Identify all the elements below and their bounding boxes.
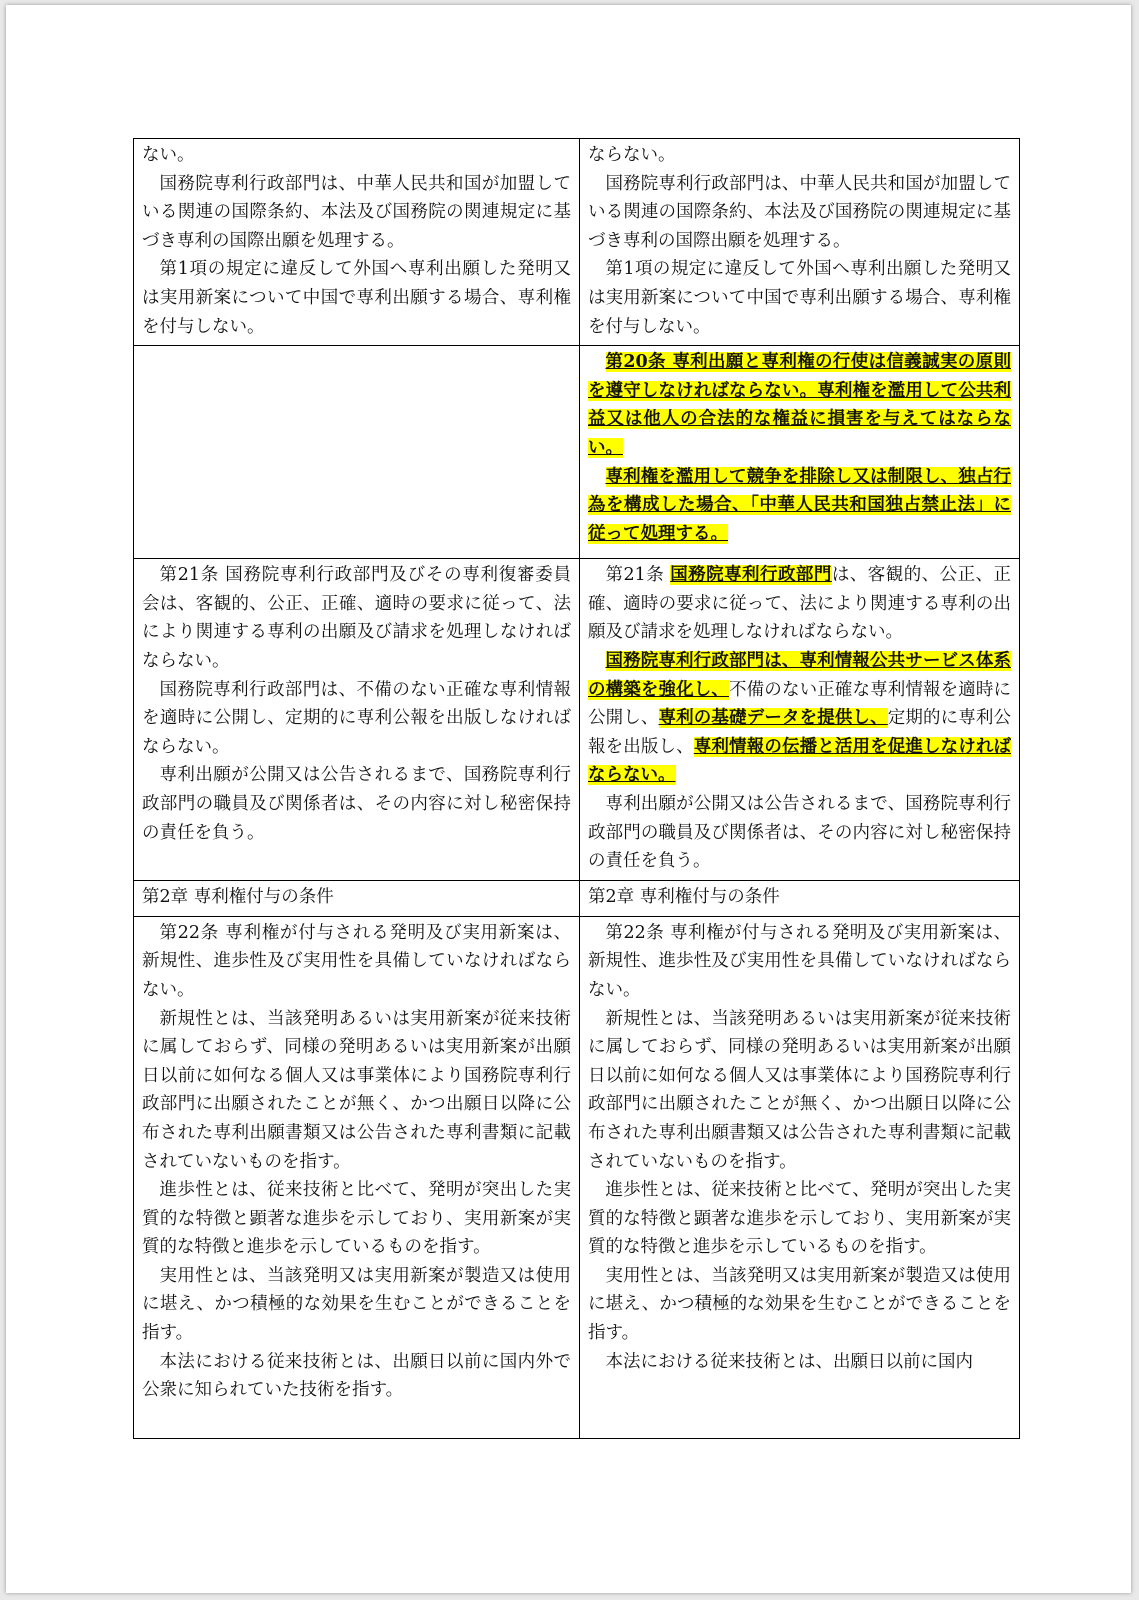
paragraph: 実用性とは、当該発明又は実用新案が製造又は使用に堪え、かつ積極的な効果を生むことができることを指す。 [142,1265,571,1344]
paragraph: 第1項の規定に違反して外国へ専利出願した発明又は実用新案について中国で専利出願する場合、専利権を付与しない。 [142,259,571,337]
document-page [6,5,1131,1593]
table-row [134,139,1020,346]
paragraph: 本法における従来技術とは、出願日以前に国内外で公衆に知られていた技術を指す。 [142,1351,571,1401]
paragraph: 第1項の規定に違反して外国へ専利出願した発明又は実用新案について中国で専利出願する場合、専利権を付与しない。 [588,259,1011,337]
text-run: 第21条 [605,565,671,586]
comparison-table [133,138,1020,1439]
table-row [134,346,1020,559]
paragraph: 第22条 専利権が付与される発明及び実用新案は、新規性、進歩性及び実用性を具備していなければならない。 [588,922,1011,1000]
left-cell-empty [134,346,580,559]
highlighted-text: 専利権を濫用して競争を排除し又は制限し、独占行為を構成した場合、「中華人民共和国独占禁止法」に従って処理する。 [588,466,1011,544]
paragraph: 専利出願が公開又は公告されるまで、国務院専利行政部門の職員及び関係者は、その内容に対し秘密保持の責任を負う。 [588,793,1011,872]
chapter-heading-left: 第2章 専利権付与の条件 [134,881,580,917]
highlighted-text: 国務院専利行政部門は、専利情報公共サービス体系の構築を強化し、 [588,650,1011,700]
highlighted-text: 専利の基礎データを提供し、 [658,708,888,729]
paragraph: 進歩性とは、従来技術と比べて、発明が突出した実質的な特徴と顕著な進歩を示しており、実用新案が実質的な特徴と進歩を示しているものを指す。 [142,1180,571,1258]
right-cell [580,559,1020,881]
left-cell [134,559,580,881]
paragraph: 進歩性とは、従来技術と比べて、発明が突出した実質的な特徴と顕著な進歩を示しており、実用新案が実質的な特徴と進歩を示しているものを指す。 [588,1180,1011,1258]
paragraph: 実用性とは、当該発明又は実用新案が製造又は使用に堪え、かつ積極的な効果を生むことができることを指す。 [588,1265,1011,1344]
right-cell [580,916,1020,1438]
highlighted-text: 専利情報の伝播と活用を促進しなければならない。 [588,736,1012,786]
left-cell [134,139,580,346]
text-run: は、客観的、公正、正確、適時の要求に従って、法により関連する専利の出願及び請求を処理しなければならない。 [588,565,1011,643]
left-cell [134,916,580,1438]
paragraph: 専利出願が公開又は公告されるまで、国務院専利行政部門の職員及び関係者は、その内容に対し秘密保持の責任を負う。 [142,765,571,843]
paragraph: 第22条 専利権が付与される発明及び実用新案は、新規性、進歩性及び実用性を具備していなければならない。 [142,922,571,1000]
chapter-heading-right: 第2章 専利権付与の条件 [580,881,1020,917]
highlighted-text: 第20条 専利出願と専利権の行使は信義誠実の原則を遵守しなければならない。専利権を濫用して公共利益又は他人の合法的な権益に損害を与えてはならない。 [588,352,1011,458]
paragraph: 新規性とは、当該発明あるいは実用新案が従来技術に属しておらず、同様の発明あるいは実用新案が出願日以前に如何なる個人又は事業体により国務院専利行政部門に出願されたことが無く、かつ出願日以降に公布された専利出願書類又は公告された専利書類に記載されていないものを指す。 [588,1008,1011,1172]
right-cell [580,139,1020,346]
paragraph [588,561,1011,647]
table-row [134,559,1020,881]
paragraph: ならない。 [588,145,676,165]
paragraph: 第21条 国務院専利行政部門及びその専利復審委員会は、客観的、公正、正確、適時の要求に従って、法により関連する専利の出願及び請求を処理しなければならない。 [142,565,571,671]
paragraph: 国務院専利行政部門は、不備のない正確な専利情報を適時に公開し、定期的に専利公報を出版しなければならない。 [142,679,571,757]
paragraph: 本法における従来技術とは、出願日以前に国内 [605,1351,973,1372]
paragraph [588,463,1011,549]
paragraph [588,348,1011,462]
paragraph: 国務院専利行政部門は、中華人民共和国が加盟している関連の国際条約、本法及び国務院の関連規定に基づき専利の国際出願を処理する。 [588,173,1011,251]
paragraph: 国務院専利行政部門は、中華人民共和国が加盟している関連の国際条約、本法及び国務院の関連規定に基づき専利の国際出願を処理する。 [142,173,571,251]
right-cell [580,346,1020,559]
paragraph [588,647,1011,790]
table-row [134,881,1020,917]
text-run: 不備のない正確な専利情報を適時に公開し、 [588,679,1012,729]
highlighted-text: 国務院専利行政部門 [670,565,832,586]
paragraph: 新規性とは、当該発明あるいは実用新案が従来技術に属しておらず、同様の発明あるいは実用新案が出願日以前に如何なる個人又は事業体により国務院専利行政部門に出願されたことが無く、かつ出願日以降に公布された専利出願書類又は公告された専利書類に記載されていないものを指す。 [142,1008,571,1172]
paragraph: ない。 [142,145,195,165]
text-run: 定期的に専利公報を出版し、 [588,708,1012,757]
table-row [134,916,1020,1438]
